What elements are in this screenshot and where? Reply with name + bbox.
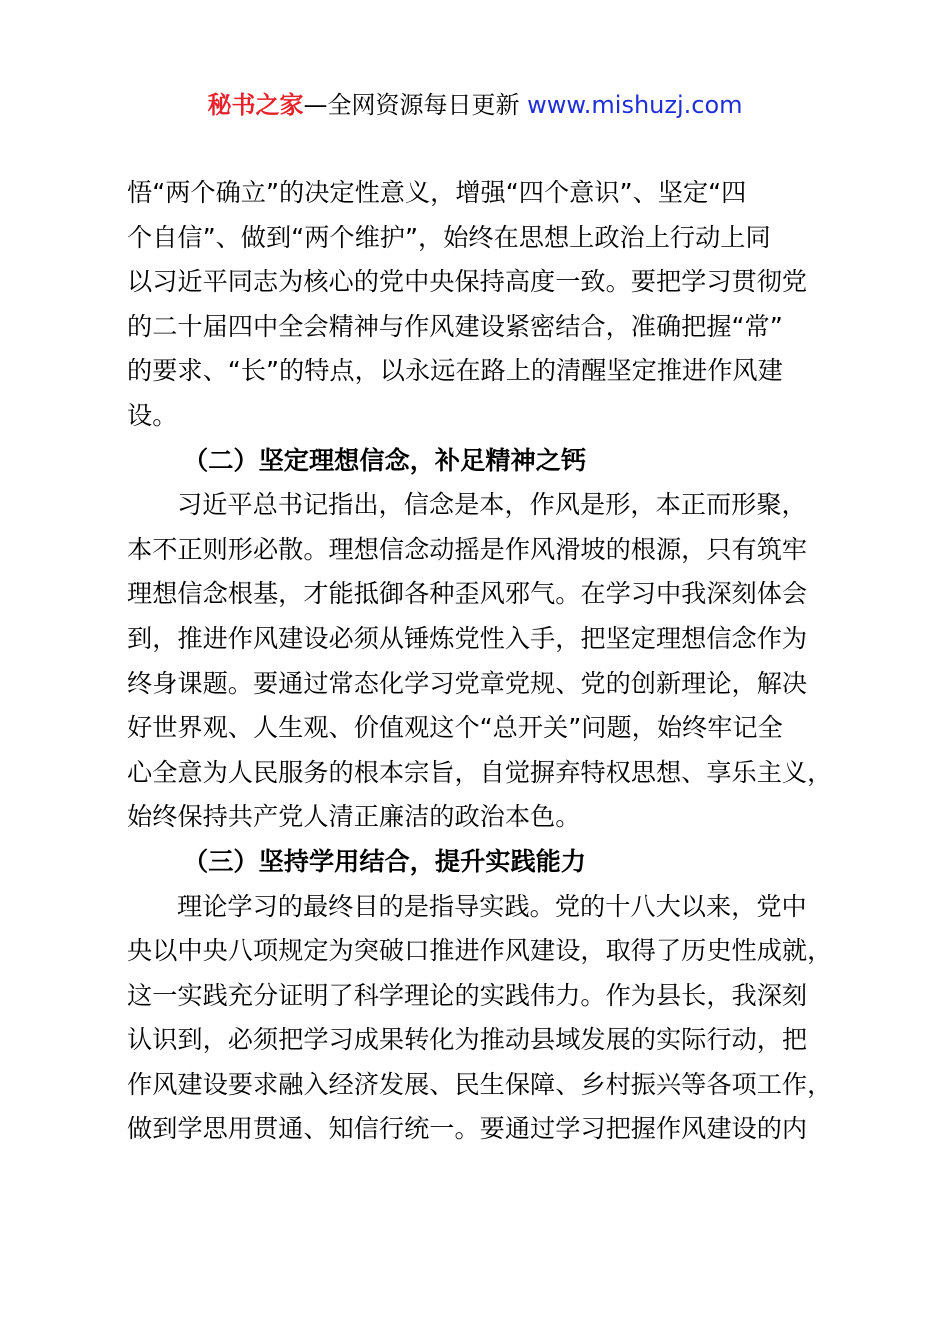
- text-line: 好世界观、人生观、价值观这个“总开关”问题，始终牢记全: [127, 713, 783, 743]
- site-header: [0, 90, 950, 120]
- text-line: 认识到，必须把学习成果转化为推动县域发展的实际行动，把: [127, 1025, 808, 1055]
- text-line: 悟“两个确立”的决定性意义，增强“四个意识”、坚定“四: [127, 178, 747, 207]
- section-heading-3: （三）坚持学用结合，提升实践能力: [183, 846, 586, 876]
- paragraph-2: [127, 483, 857, 840]
- text-line: 习近平总书记指出，信念是本，作风是形，本正而形聚，: [177, 490, 807, 520]
- paragraph-1: [127, 171, 857, 439]
- text-line: 个自信”、做到“两个维护”，始终在思想上政治上行动上同: [127, 222, 771, 252]
- text-line: 心全意为人民服务的根本宗旨，自觉摒弃特权思想、享乐主义，: [127, 757, 833, 787]
- text-line: 这一实践充分证明了科学理论的实践伟力。作为县长，我深刻: [127, 980, 808, 1010]
- text-line: 设。: [127, 400, 178, 430]
- brand-name: 秘书之家: [207, 91, 304, 119]
- document-body: [127, 171, 857, 1152]
- text-line: 的二十届四中全会精神与作风建设紧密结合，准确把握“常”: [127, 311, 783, 341]
- text-line: 始终保持共产党人清正廉洁的政治本色。: [127, 802, 581, 832]
- text-line: 做到学思用贯通、知信行统一。要通过学习把握作风建设的内: [127, 1114, 808, 1144]
- text-line: 理想信念根基，才能抵御各种歪风邪气。在学习中我深刻体会: [127, 579, 808, 609]
- site-url-link[interactable]: www.mishuzj.com: [527, 91, 743, 119]
- header-tagline: —全网资源每日更新: [303, 91, 528, 119]
- text-line: 作风建设要求融入经济发展、民生保障、乡村振兴等各项工作，: [127, 1069, 833, 1099]
- section-heading-2: （二）坚定理想信念，补足精神之钙: [183, 445, 586, 475]
- text-line: 终身课题。要通过常态化学习党章党规、党的创新理论，解决: [127, 668, 808, 698]
- text-line: 以习近平同志为核心的党中央保持高度一致。要把学习贯彻党: [127, 267, 808, 297]
- paragraph-3: [127, 885, 857, 1153]
- text-line: 央以中央八项规定为突破口推进作风建设，取得了历史性成就，: [127, 936, 833, 966]
- text-line: 的要求、“长”的特点，以永远在路上的清醒坚定推进作风建: [127, 356, 783, 386]
- text-line: 理论学习的最终目的是指导实践。党的十八大以来，党中: [177, 891, 807, 921]
- text-line: 本不正则形必散。理想信念动摇是作风滑坡的根源，只有筑牢: [127, 534, 808, 564]
- text-line: 到，推进作风建设必须从锤炼党性入手，把坚定理想信念作为: [127, 623, 808, 653]
